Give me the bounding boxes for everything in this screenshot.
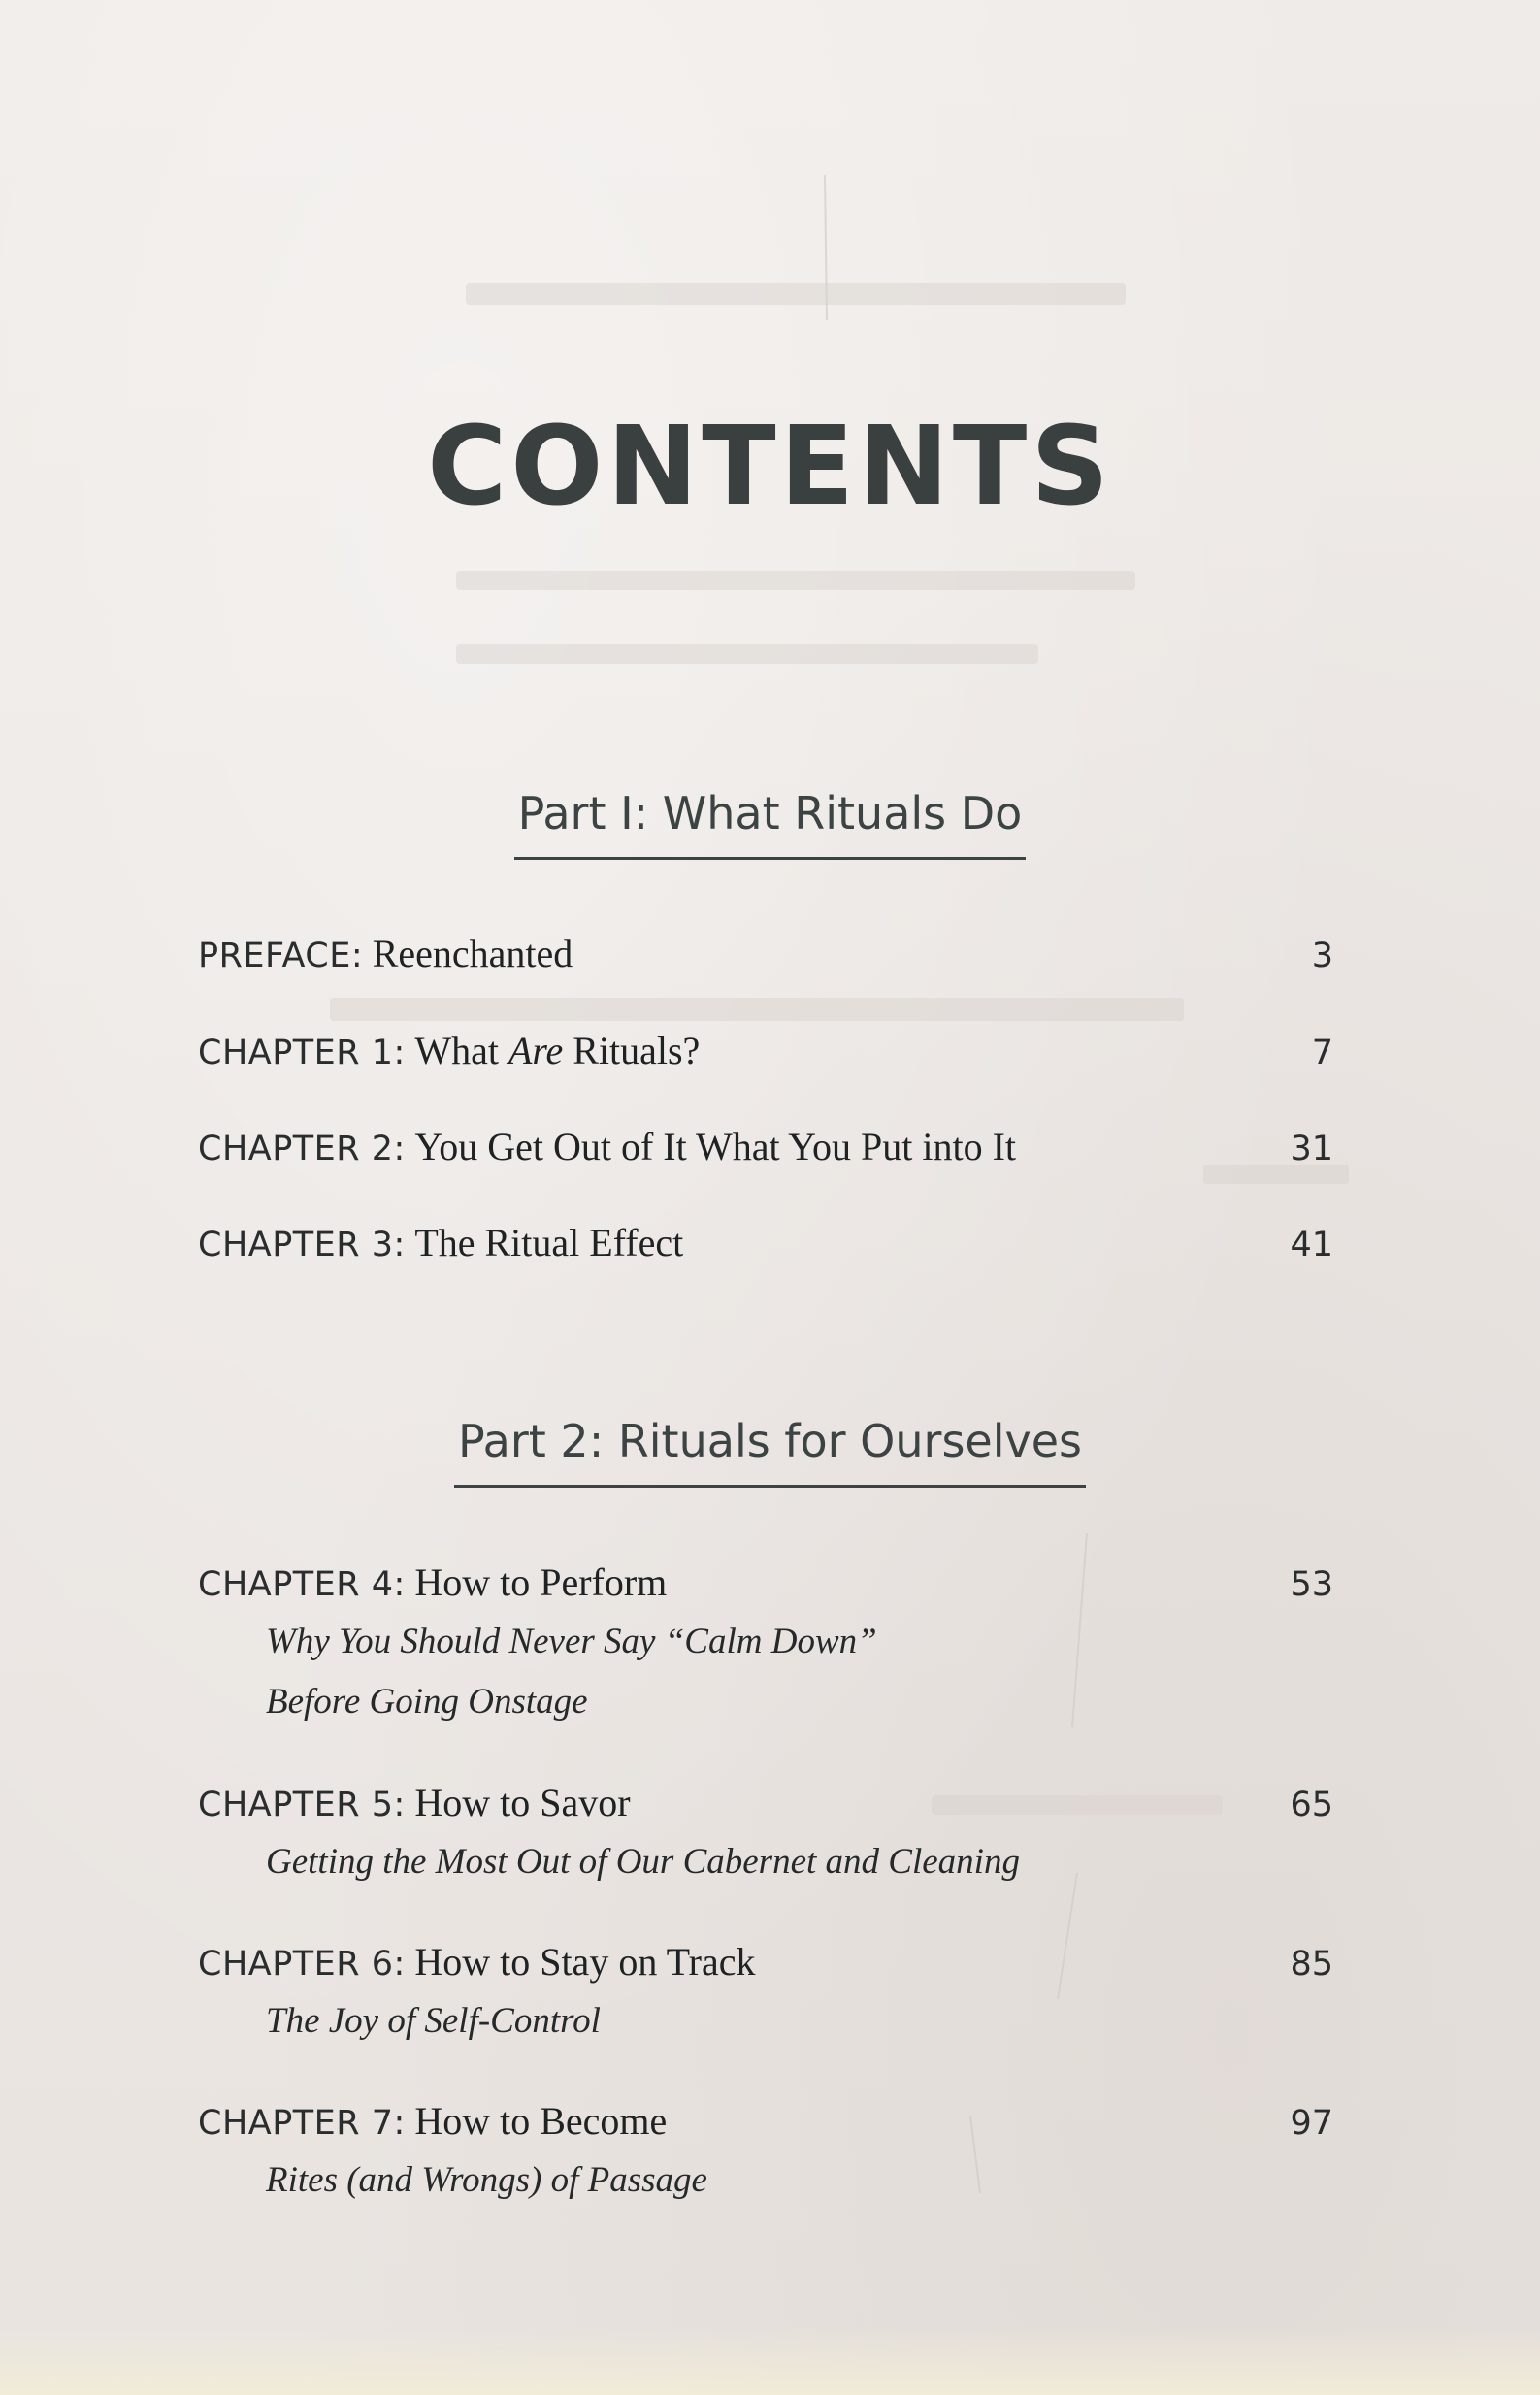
entry-label: CHAPTER 6 bbox=[198, 1945, 394, 1984]
entry-title: You Get Out of It What You Put into It bbox=[414, 1125, 1017, 1168]
part-heading-2 bbox=[0, 1415, 1540, 1488]
entry-subtitle bbox=[266, 1612, 1333, 1732]
toc-entry-chapter-7[interactable] bbox=[198, 2099, 1333, 2211]
entry-title bbox=[414, 1029, 700, 1072]
toc-entry-chapter-5[interactable] bbox=[198, 1781, 1333, 1892]
toc-entry-chapter-1[interactable] bbox=[198, 1029, 1333, 1072]
bleed-line bbox=[825, 175, 827, 320]
part-heading-2-text: Part 2: Rituals for Ourselves bbox=[454, 1419, 1086, 1488]
entry-label: CHAPTER 3 bbox=[198, 1226, 394, 1264]
entry-separator: : bbox=[393, 1130, 406, 1168]
page-number: 65 bbox=[1290, 1786, 1333, 1824]
page-number: 7 bbox=[1311, 1033, 1333, 1072]
entry-subtitle bbox=[266, 1991, 1333, 2051]
entry-label: CHAPTER 5 bbox=[198, 1786, 394, 1824]
toc-entry-chapter-2[interactable] bbox=[198, 1125, 1333, 1168]
page-number: 31 bbox=[1290, 1130, 1333, 1168]
entry-title-pre: What bbox=[414, 1029, 508, 1072]
toc-entry-preface[interactable] bbox=[198, 932, 1333, 975]
toc-entry-chapter-3[interactable] bbox=[198, 1221, 1333, 1264]
entry-separator: : bbox=[393, 1033, 406, 1072]
entry-title: How to Savor bbox=[414, 1781, 631, 1824]
entry-label: CHAPTER 4 bbox=[198, 1565, 394, 1604]
entry-separator: : bbox=[393, 1786, 406, 1824]
toc-entry-chapter-6[interactable] bbox=[198, 1940, 1333, 2051]
entry-title: Reenchanted bbox=[372, 932, 573, 975]
entry-subtitle-line: Why You Should Never Say “Calm Down” bbox=[266, 1622, 877, 1661]
entry-title: The Ritual Effect bbox=[414, 1221, 684, 1264]
entry-label: CHAPTER 2 bbox=[198, 1130, 394, 1168]
bleed-text bbox=[456, 571, 1135, 590]
entry-subtitle bbox=[266, 1832, 1333, 1892]
entry-title-post: Rituals? bbox=[563, 1029, 701, 1072]
entry-label: PREFACE bbox=[198, 936, 351, 975]
entry-subtitle-line: The Joy of Self-Control bbox=[266, 2001, 601, 2041]
part-heading-1-text: Part I: What Rituals Do bbox=[514, 791, 1027, 860]
entry-separator: : bbox=[393, 1565, 406, 1604]
page-number: 85 bbox=[1290, 1945, 1333, 1984]
entry-label: CHAPTER 7 bbox=[198, 2104, 394, 2143]
entry-title: How to Perform bbox=[414, 1560, 668, 1604]
entry-subtitle-line: Rites (and Wrongs) of Passage bbox=[266, 2160, 707, 2200]
entry-title: How to Stay on Track bbox=[414, 1940, 756, 1984]
page-number: 53 bbox=[1290, 1565, 1333, 1604]
entry-label: CHAPTER 1 bbox=[198, 1033, 394, 1072]
entry-separator: : bbox=[393, 2104, 406, 2143]
bleed-text bbox=[456, 644, 1038, 664]
entry-separator: : bbox=[350, 936, 363, 975]
page-number: 97 bbox=[1290, 2104, 1333, 2143]
entry-title: How to Become bbox=[414, 2099, 668, 2143]
toc-entry-chapter-4[interactable] bbox=[198, 1560, 1333, 1732]
entry-subtitle-line: Before Going Onstage bbox=[266, 1682, 588, 1722]
entry-separator: : bbox=[393, 1945, 406, 1984]
entry-separator: : bbox=[393, 1226, 406, 1264]
page-number: 41 bbox=[1290, 1226, 1333, 1264]
bleed-text bbox=[330, 998, 1184, 1021]
page-title: CONTENTS bbox=[427, 404, 1113, 530]
part-heading-1 bbox=[0, 787, 1540, 860]
entry-title-emphasis: Are bbox=[508, 1029, 564, 1072]
bleed-text bbox=[466, 283, 1126, 305]
page-number: 3 bbox=[1311, 936, 1333, 975]
entry-subtitle-line: Getting the Most Out of Our Cabernet and Cleaning bbox=[266, 1842, 1020, 1882]
entry-subtitle bbox=[266, 2150, 1333, 2211]
